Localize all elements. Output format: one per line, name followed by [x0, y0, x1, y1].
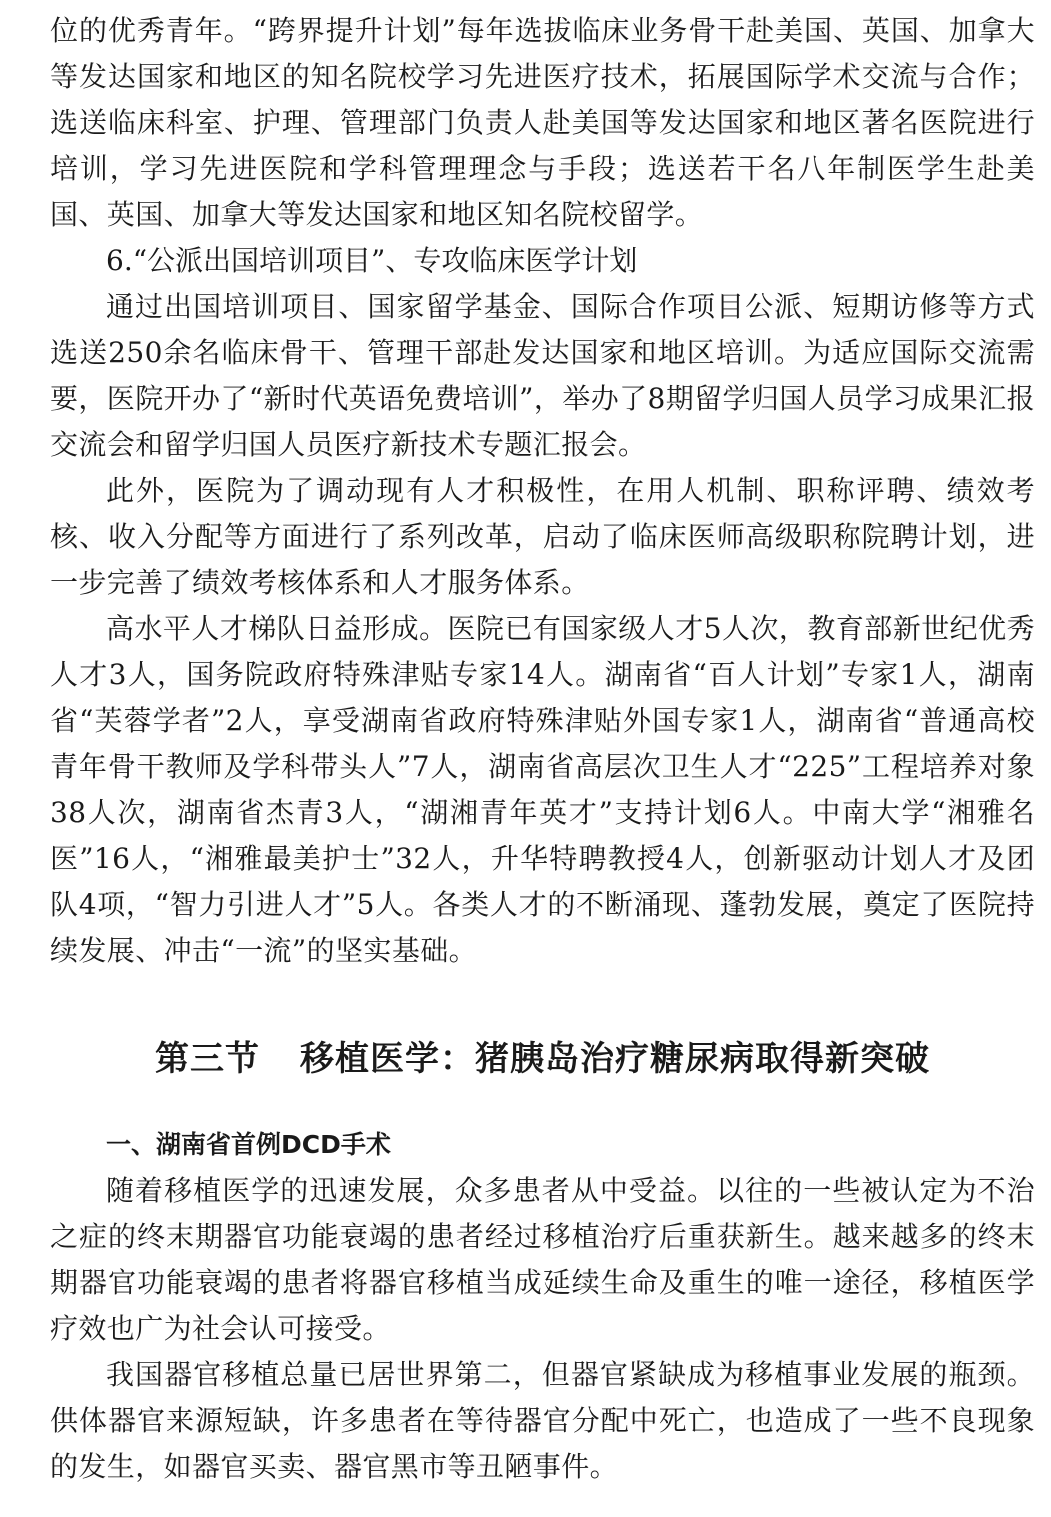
paragraph-talent-team: 高水平人才梯队日益形成。医院已有国家级人才5人次，教育部新世纪优秀人才3人，国务院政府特殊津贴专家14人。湖南省“百人计划”专家1人，湖南省“芙蓉学者”2人，享受湖南省政府特殊津贴外国专家1人，湖南省“普通高校青年骨干教师及学科带头人”7人，湖南省高层次卫生人才“225”工程培养对象38人次，湖南省杰青3人，“湖湘青年英才”支持计划6人。中南大学“湘雅名医”16人，“湘雅最美护士”32人，升华特聘教授4人，创新驱动计划人才及团队4项，“智力引进人才”5人。各类人才的不断涌现、蓬勃发展，奠定了医院持续发展、冲击“一流”的坚实基础。: [50, 612, 1035, 967]
paragraph-reform: 此外，医院为了调动现有人才积极性，在用人机制、职称评聘、绩效考核、收入分配等方面进行了系列改革，启动了临床医师高级职称院聘计划，进一步完善了绩效考核体系和人才服务体系。: [50, 474, 1035, 599]
section-title-text: 移植医学：猪胰岛治疗糖尿病取得新突破: [300, 1039, 930, 1079]
section-number: 第三节: [155, 1039, 260, 1079]
subheading-item-6: 6.“公派出国培训项目”、专攻临床医学计划: [106, 244, 638, 277]
heading-dcd-surgery: 一、湖南省首例DCD手术: [106, 1130, 391, 1159]
section-heading: [50, 1034, 1035, 1084]
paragraph-organ-shortage: 我国器官移植总量已居世界第二，但器官紧缺成为移植事业发展的瓶颈。供体器官来源短缺，许多患者在等待器官分配中死亡，也造成了一些不良现象的发生，如器官买卖、器官黑市等丑陋事件。: [50, 1358, 1035, 1483]
document-page: [50, 8, 1035, 1490]
paragraph-transplant-development: 随着移植医学的迅速发展，众多患者从中受益。以往的一些被认定为不治之症的终末期器官功能衰竭的患者经过移植治疗后重获新生。越来越多的终末期器官功能衰竭的患者将器官移植当成延续生命及重生的唯一途径，移植医学疗效也广为社会认可接受。: [50, 1174, 1035, 1345]
paragraph-overseas-training: 通过出国培训项目、国家留学基金、国际合作项目公派、短期访修等方式选送250余名临床骨干、管理干部赴发达国家和地区培训。为适应国际交流需要，医院开办了“新时代英语免费培训”，举办了8期留学归国人员学习成果汇报交流会和留学归国人员医疗新技术专题汇报会。: [50, 290, 1035, 461]
paragraph-continued: 位的优秀青年。“跨界提升计划”每年选拔临床业务骨干赴美国、英国、加拿大等发达国家和地区的知名院校学习先进医疗技术，拓展国际学术交流与合作；选送临床科室、护理、管理部门负责人赴美国等发达国家和地区著名医院进行培训，学习先进医院和学科管理理念与手段；选送若干名八年制医学生赴美国、英国、加拿大等发达国家和地区知名院校留学。: [50, 14, 1035, 231]
